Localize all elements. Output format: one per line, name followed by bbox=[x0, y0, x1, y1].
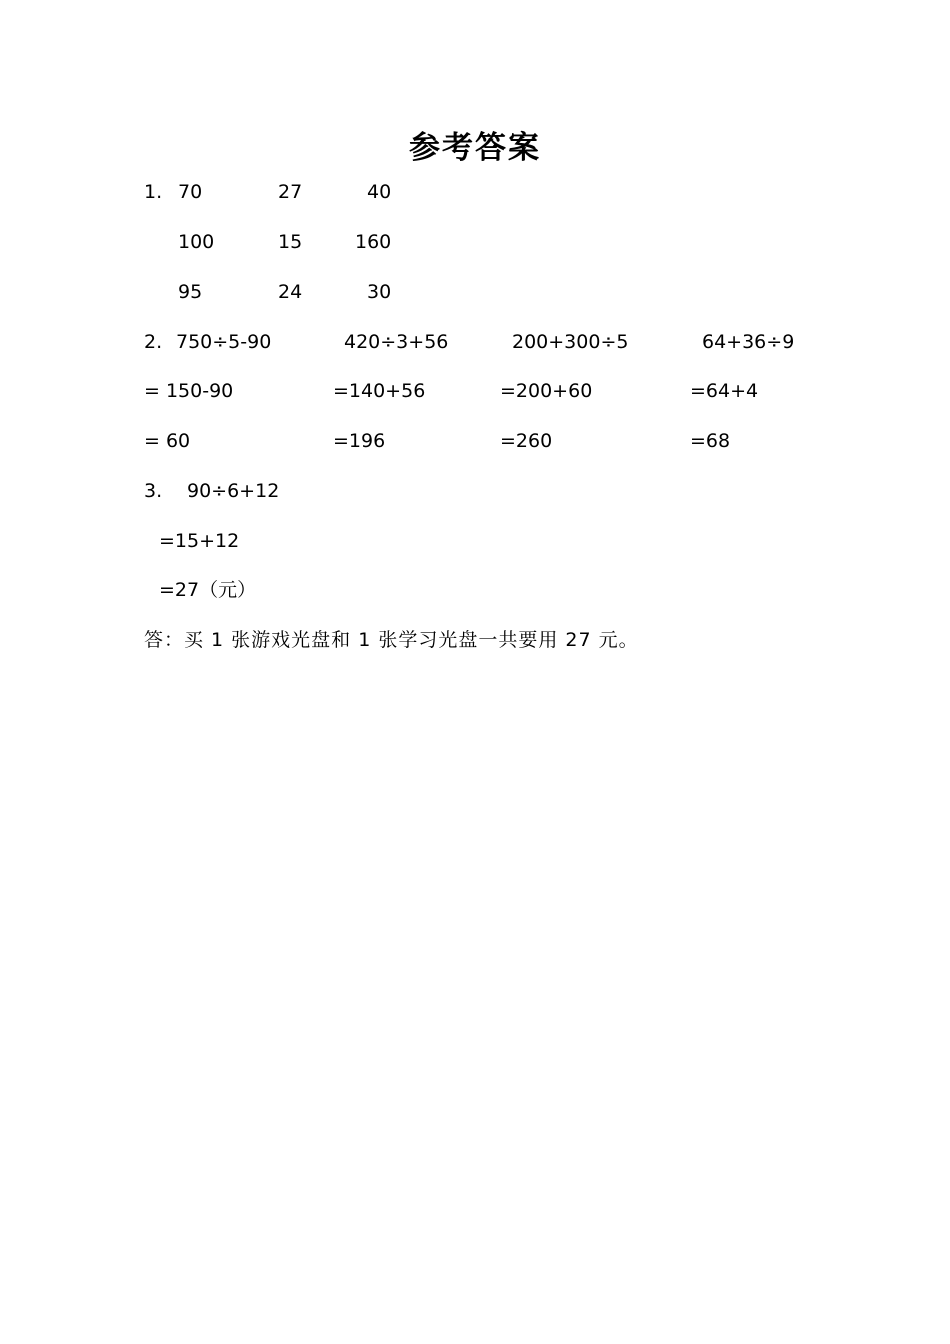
q3-step: =15+12 bbox=[159, 530, 240, 552]
q3-step: =27（元） bbox=[159, 579, 257, 601]
q2-step: = 60 bbox=[144, 430, 191, 452]
page-title: 参考答案 bbox=[409, 130, 541, 166]
q2-step: =140+56 bbox=[333, 380, 426, 402]
q3-label: 3. bbox=[144, 480, 163, 502]
q2-step: 64+36÷9 bbox=[702, 331, 795, 353]
q3-answer-sentence: 答：买 1 张游戏光盘和 1 张学习光盘一共要用 27 元。 bbox=[144, 629, 639, 651]
q3-step: 90÷6+12 bbox=[187, 480, 280, 502]
q2-step: 750÷5-90 bbox=[176, 331, 272, 353]
q1-answer: 95 bbox=[178, 281, 203, 303]
q2-step: =196 bbox=[333, 430, 386, 452]
q2-step: = 150-90 bbox=[144, 380, 234, 402]
q1-answer: 40 bbox=[367, 181, 392, 203]
q1-answer: 30 bbox=[367, 281, 392, 303]
q1-label: 1. bbox=[144, 181, 163, 203]
q2-label: 2. bbox=[144, 331, 163, 353]
q1-answer: 24 bbox=[278, 281, 303, 303]
q1-answer: 27 bbox=[278, 181, 303, 203]
q2-step: =260 bbox=[500, 430, 553, 452]
q1-answer: 100 bbox=[178, 231, 215, 253]
q2-step: 200+300÷5 bbox=[512, 331, 629, 353]
q2-step: =200+60 bbox=[500, 380, 593, 402]
q2-step: =68 bbox=[690, 430, 731, 452]
q1-answer: 70 bbox=[178, 181, 203, 203]
q1-answer: 160 bbox=[355, 231, 392, 253]
q2-step: 420÷3+56 bbox=[344, 331, 449, 353]
q1-answer: 15 bbox=[278, 231, 303, 253]
q2-step: =64+4 bbox=[690, 380, 759, 402]
